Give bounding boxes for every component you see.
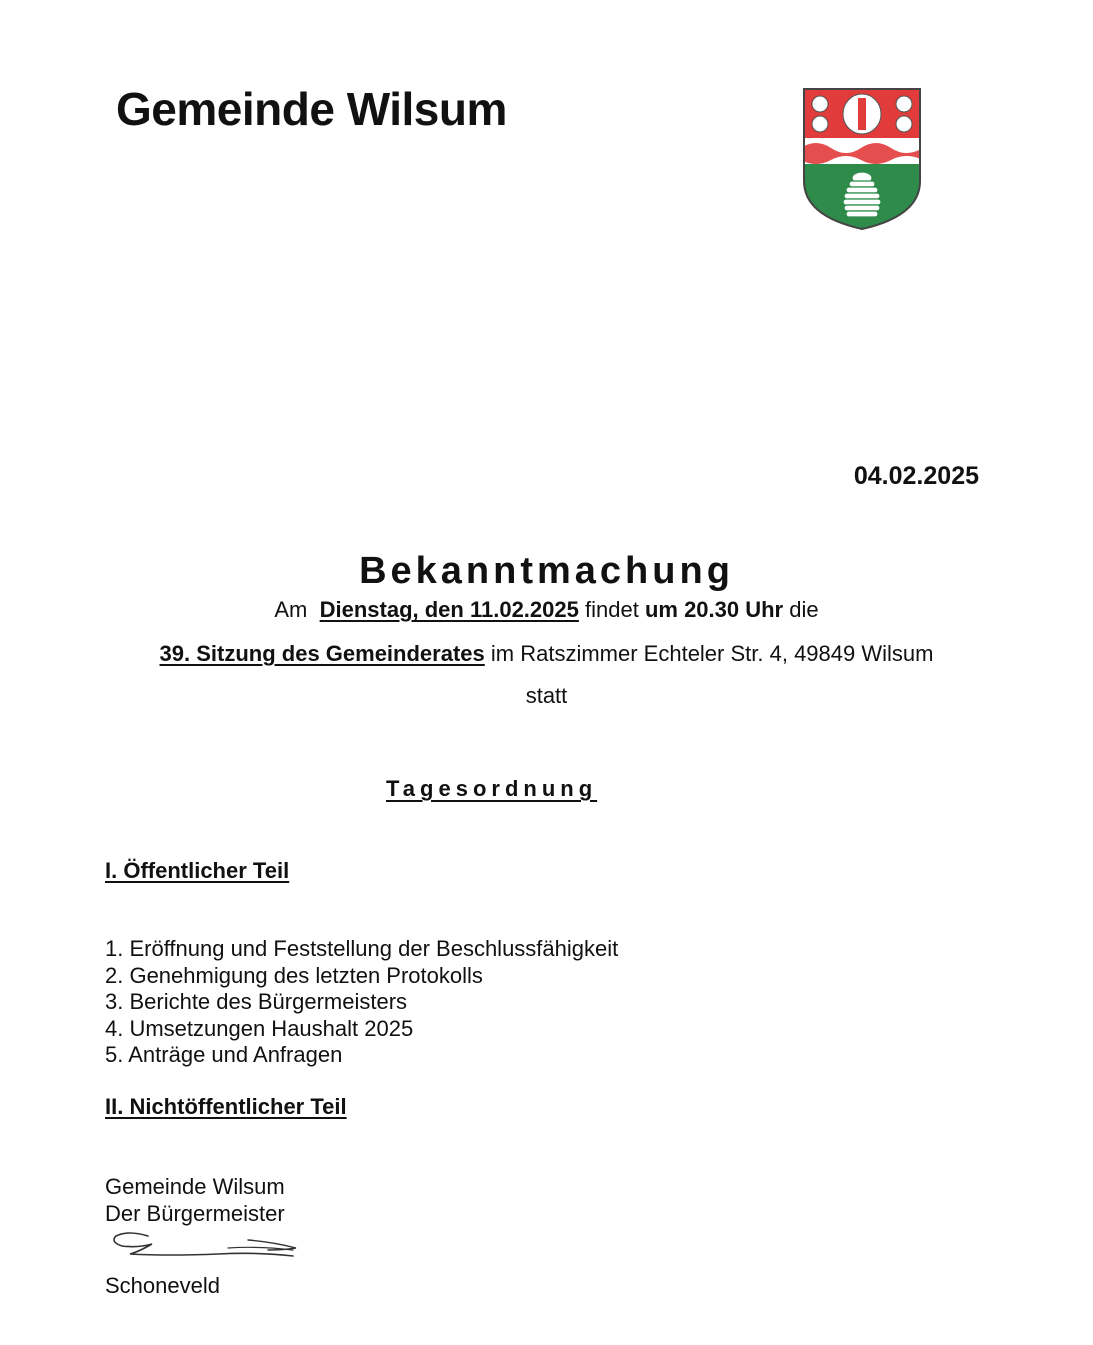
session-name: 39. Sitzung des Gemeinderates	[159, 641, 485, 666]
signature-name: Schoneveld	[105, 1273, 220, 1298]
line1-suffix: die	[789, 597, 819, 622]
agenda-item: 3. Berichte des Bürgermeisters	[105, 989, 408, 1014]
agenda-item: 2. Genehmigung des letzten Protokolls	[105, 962, 483, 988]
private-section-heading: II. Nichtöffentlicher Teil	[105, 1094, 347, 1119]
meeting-location: im Ratszimmer Echteler Str. 4, 49849 Wilsum	[490, 641, 934, 666]
meeting-day: Dienstag, den 11.02.2025	[319, 597, 579, 622]
meeting-session-line	[0, 641, 1093, 667]
agenda-item: 5. Anträge und Anfragen	[105, 1042, 343, 1067]
meeting-statt: statt	[525, 683, 568, 708]
coat-of-arms-icon	[801, 86, 923, 232]
meeting-date-line	[0, 597, 1093, 623]
agenda-item: 4. Umsetzungen Haushalt 2025	[105, 1015, 414, 1041]
signature-role: Der Bürgermeister	[105, 1200, 285, 1226]
public-section-heading: I. Öffentlicher Teil	[105, 858, 290, 883]
handwritten-signature-icon	[108, 1226, 308, 1268]
municipality-title: Gemeinde Wilsum	[116, 83, 507, 135]
document-date: 04.02.2025	[853, 462, 979, 490]
meeting-time: um 20.30 Uhr	[644, 597, 784, 622]
signature-organization: Gemeinde Wilsum	[105, 1174, 285, 1199]
agenda-list	[105, 936, 618, 1069]
line1-middle: findet	[585, 597, 639, 622]
signature-block	[105, 1174, 285, 1227]
notice-heading: Bekanntmachung	[359, 550, 734, 592]
line1-prefix: Am	[274, 597, 308, 622]
agenda-item: 1. Eröffnung und Feststellung der Beschlussfähigkeit	[105, 936, 619, 961]
agenda-heading: Tagesordnung	[386, 776, 598, 801]
